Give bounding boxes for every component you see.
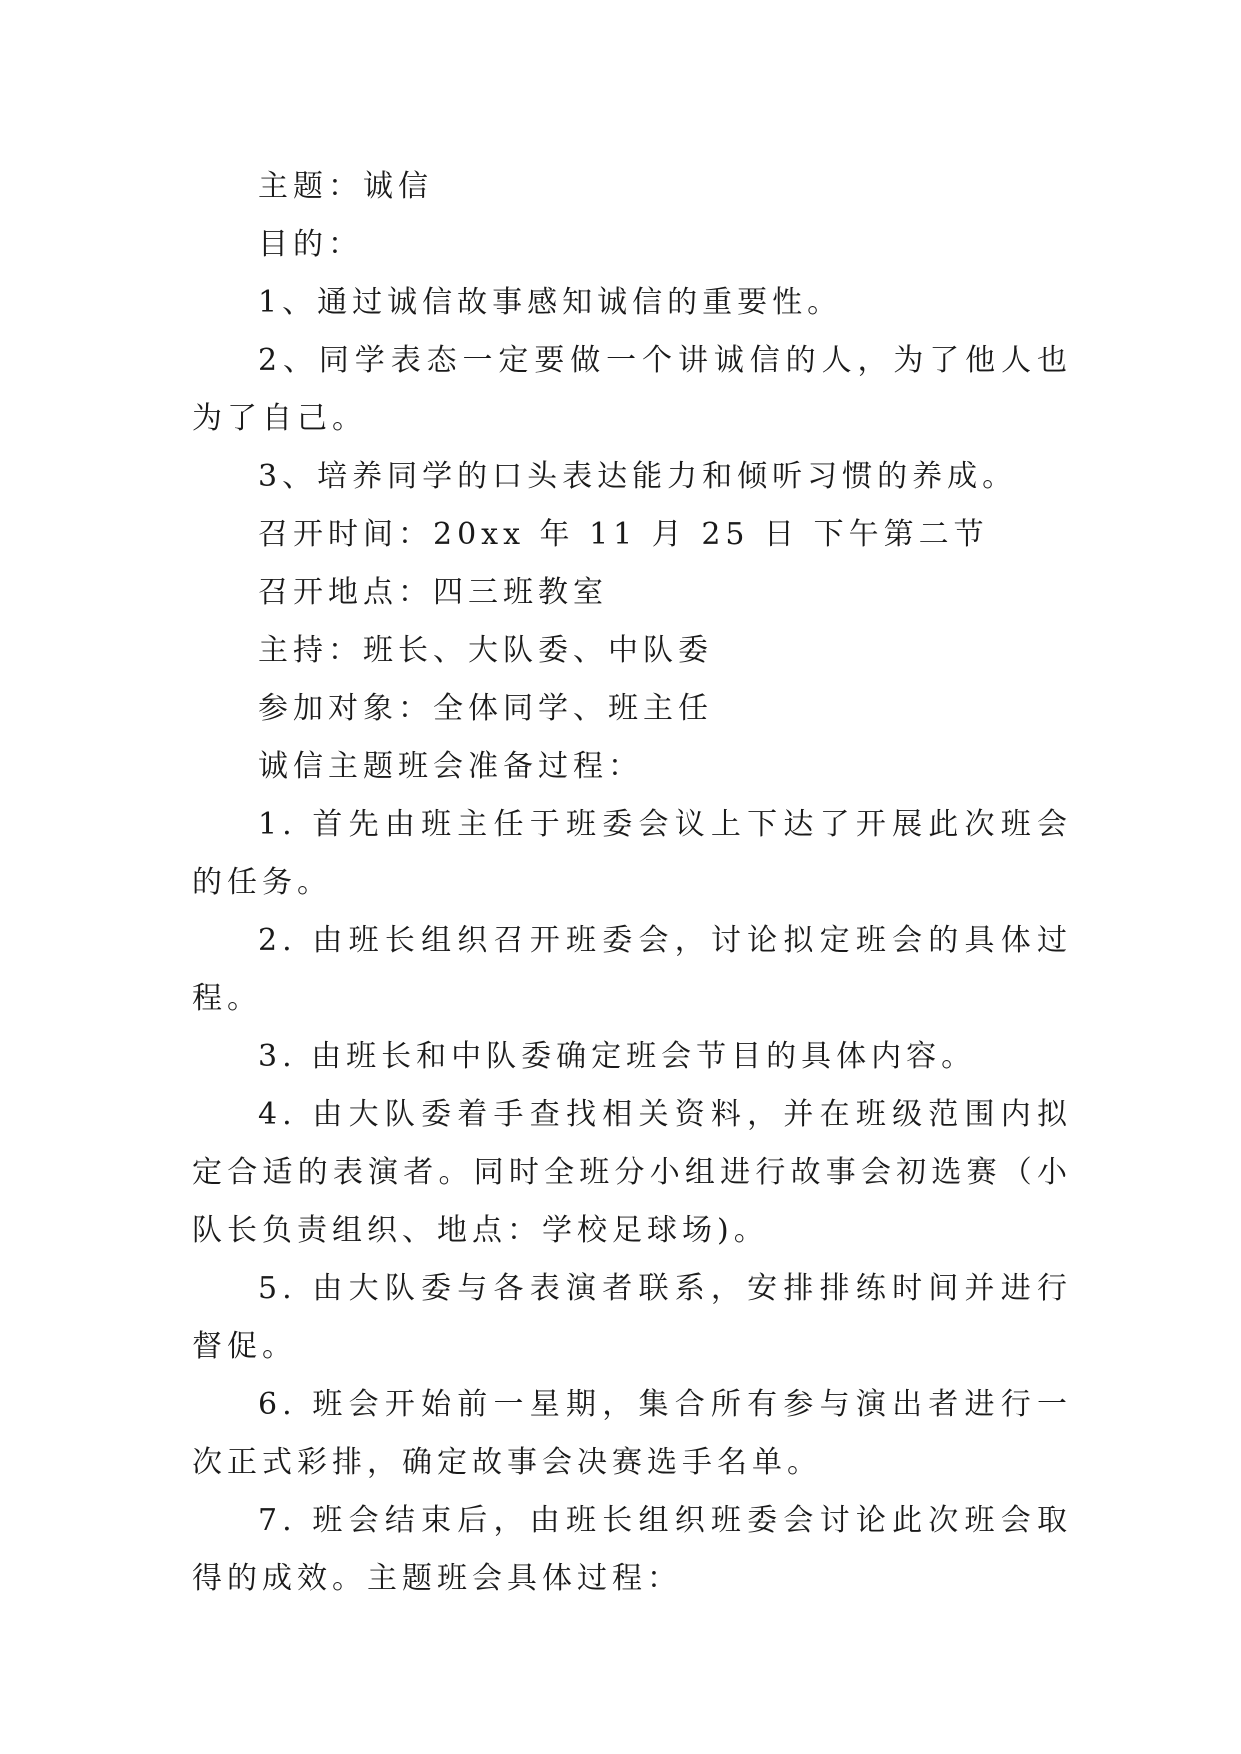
- preparation-step-3: 3. 由班长和中队委确定班会节目的具体内容。: [258, 1039, 977, 1074]
- meeting-location: 召开地点：四三班教室: [258, 575, 608, 610]
- participants: 参加对象：全体同学、班主任: [258, 691, 713, 726]
- purpose-item-1: 1、通过诚信故事感知诚信的重要性。: [258, 285, 843, 320]
- preparation-step-7: 7. 班会结束后，由班长组织班委会讨论此次班会取得的成效。主题班会具体过程：: [192, 1503, 1072, 1596]
- purpose-heading: 目的：: [258, 227, 363, 262]
- purpose-item-3: 3、培养同学的口头表达能力和倾听习惯的养成。: [258, 459, 1018, 494]
- preparation-step-1: 1. 首先由班主任于班委会议上下达了开展此次班会的任务。: [192, 807, 1072, 900]
- preparation-step-5: 5. 由大队委与各表演者联系，安排排练时间并进行督促。: [192, 1271, 1072, 1364]
- purpose-item-2: 2、同学表态一定要做一个讲诚信的人，为了他人也为了自己。: [192, 343, 1072, 436]
- preparation-step-6: 6. 班会开始前一星期，集合所有参与演出者进行一次正式彩排，确定故事会决赛选手名单。: [192, 1387, 1072, 1480]
- meeting-time: 召开时间：20xx 年 11 月 25 日 下午第二节: [258, 517, 989, 552]
- preparation-step-4: 4. 由大队委着手查找相关资料，并在班级范围内拟定合适的表演者。同时全班分小组进行故事会初选赛（小队长负责组织、地点：学校足球场)。: [192, 1097, 1072, 1248]
- preparation-step-2: 2. 由班长组织召开班委会，讨论拟定班会的具体过程。: [192, 923, 1072, 1016]
- document-body: [192, 158, 1072, 1608]
- theme-line: 主题：诚信: [258, 169, 433, 204]
- hosts: 主持：班长、大队委、中队委: [258, 633, 713, 668]
- preparation-heading: 诚信主题班会准备过程：: [258, 749, 643, 784]
